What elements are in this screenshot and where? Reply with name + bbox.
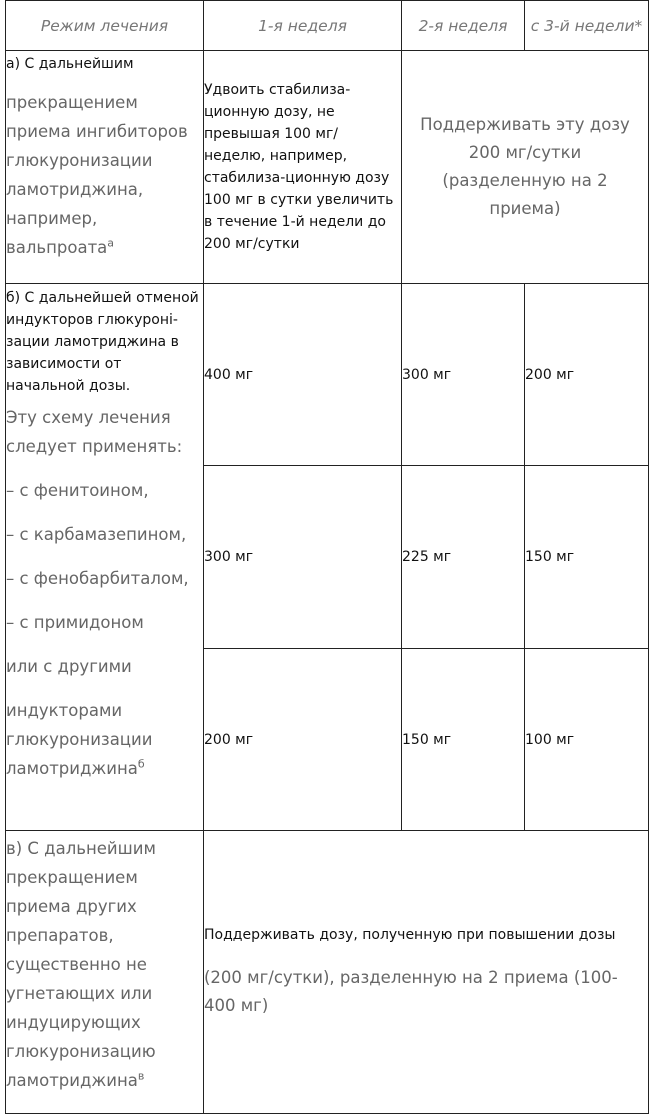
regimen-a-week1-text: Удвоить стабилиза-ционную дозу, не превышая 100 мг/неделю, например, стабилиза-ционную дозу 100 мг в сутки увеличить в течение 1-й недели до 200 мг/сутки [204,82,394,252]
header-week-1: 1-я неделя [204,1,402,51]
list-item: – с карбамазепином, [6,525,187,544]
dose-cell: 300 мг [204,466,402,649]
dose-cell: 150 мг [525,466,649,649]
dose-cell: 400 мг [204,284,402,466]
header-week-2: 2-я неделя [402,1,525,51]
dosage-table [5,0,649,1114]
dose-cell: 200 мг [204,649,402,831]
table-row [6,51,649,284]
list-item-text: индукторами глюкуронизации ламотриджина [6,701,153,778]
list-item: Эту схему лечения следует применять: [6,408,183,456]
footnote-marker: б [137,757,145,771]
list-item: или с другими [6,657,132,676]
regimen-a-text [6,88,201,262]
table-row [6,831,649,1114]
regimen-a-label [6,51,204,284]
regimen-c-line2: (200 мг/сутки), разделенную на 2 приема (100-400 мг) [204,968,618,1015]
dose-cell: 200 мг [525,284,649,466]
regimen-a-text-body: прекращением приема ингибиторов глюкуронизации ламотриджина, например, вальпроата [6,93,188,257]
dose-cell: 300 мг [402,284,525,466]
regimen-c-text: в) С дальнейшим прекращением приема других препаратов, существенно не угнетающих или индуцирующих глюкуронизацию ламотриджина [6,839,156,1090]
regimen-a-line1: а) С дальнейшим [6,56,134,72]
list-item: – с фенобарбиталом, [6,569,189,588]
regimen-b-list [6,403,201,783]
header-row [6,1,649,51]
regimen-b-intro: б) С дальнейшей отменой индукторов глюкуроні-зации ламотриджина в зависимости от начальной дозы. [6,290,199,394]
header-regimen: Режим лечения [6,1,204,51]
list-item [6,696,201,783]
regimen-a-week1 [204,51,402,284]
table-row [6,284,649,466]
header-week-3-plus: с 3-й недели* [525,1,649,51]
footnote-marker: а [107,236,115,250]
regimen-a-week2-3: Поддерживать эту дозу 200 мг/сутки (разделенную на 2 приема) [402,51,649,284]
regimen-c-label [6,831,204,1114]
list-item: – с примидоном [6,613,144,632]
dose-cell: 100 мг [525,649,649,831]
footnote-marker: в [137,1069,145,1083]
dose-cell: 150 мг [402,649,525,831]
regimen-c-dose [204,831,649,1114]
list-item: – с фенитоином, [6,481,149,500]
regimen-c-line1: Поддерживать дозу, полученную при повышении дозы [204,927,616,943]
dose-cell: 225 мг [402,466,525,649]
regimen-b-label [6,284,204,831]
